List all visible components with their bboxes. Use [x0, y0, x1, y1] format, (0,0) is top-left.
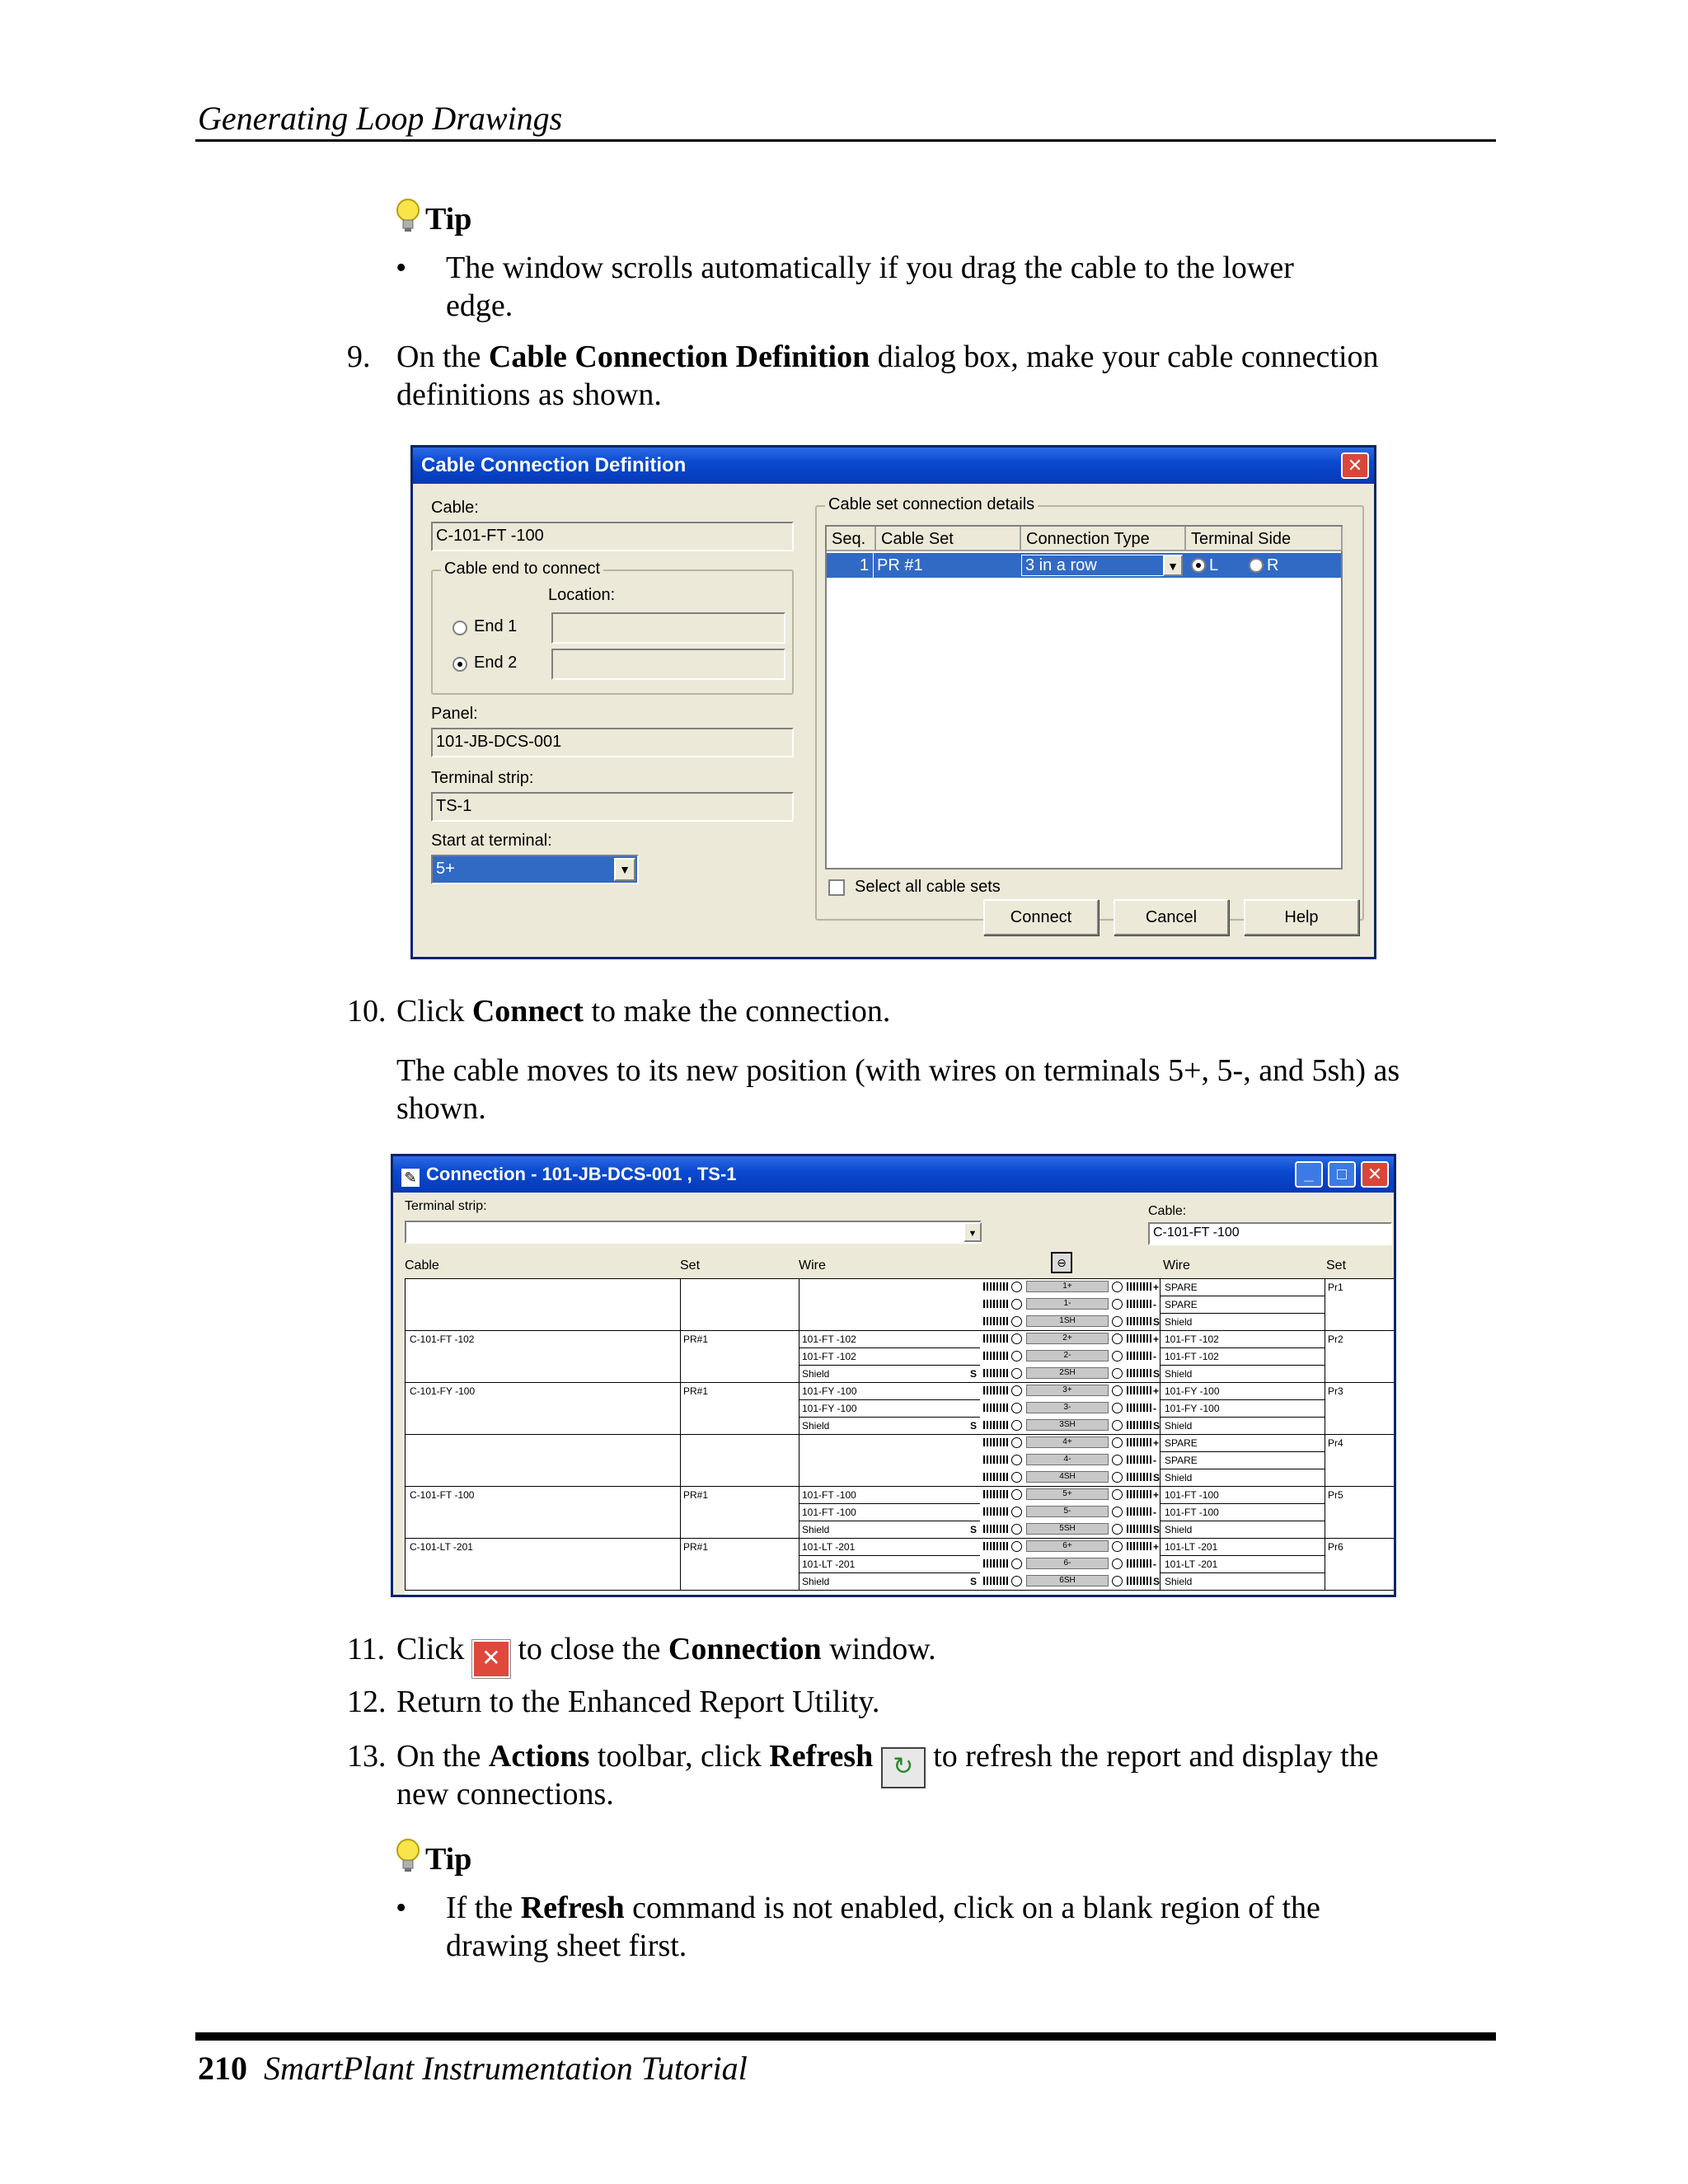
- right-set-label: Pr2: [1328, 1333, 1343, 1345]
- right-wire-cell: Shield: [1165, 1472, 1193, 1483]
- wire-cell: Shield: [802, 1524, 830, 1535]
- terminal-screw-icon: [1112, 1576, 1123, 1586]
- panel-label: Panel:: [431, 705, 478, 723]
- row-seq: 1: [860, 556, 870, 574]
- wire-pattern: [983, 1352, 1008, 1360]
- right-wire-cell: Shield: [1165, 1576, 1193, 1587]
- wire-pattern: [1127, 1438, 1151, 1446]
- wire-pattern: [983, 1490, 1008, 1498]
- connection-window: [391, 1154, 1396, 1597]
- terminal-screw-icon: [1112, 1368, 1123, 1379]
- wire-polarity: S: [1153, 1420, 1160, 1432]
- terminal-block: 1SH: [1026, 1315, 1109, 1327]
- terminal-screw-icon: [1011, 1403, 1022, 1413]
- wire-polarity: S: [1153, 1524, 1160, 1535]
- terminal-block: 2+: [1026, 1333, 1109, 1344]
- right-row-line: [1160, 1572, 1325, 1573]
- terminal-screw-icon: [1112, 1437, 1123, 1448]
- wire-pattern: [983, 1559, 1008, 1568]
- terminal-screw-icon: [1011, 1420, 1022, 1431]
- terminal-screw-icon: [1112, 1403, 1123, 1413]
- step-11: [347, 1630, 1501, 1671]
- wire-pattern: [983, 1386, 1008, 1394]
- terminal-screw-icon: [1112, 1524, 1123, 1535]
- col-wire: Wire: [799, 1258, 826, 1272]
- terminal-screw-icon: [1011, 1489, 1022, 1500]
- right-wire-cell: 101-FT -102: [1165, 1351, 1219, 1362]
- terminal-block: 4+: [1026, 1436, 1109, 1448]
- footer-rule: [195, 2032, 1496, 2041]
- tip-text-part: If the: [446, 1891, 521, 1925]
- col-cable-set: Cable Set: [876, 527, 1021, 551]
- wire-polarity: +: [1153, 1282, 1160, 1293]
- right-set-label: Pr6: [1328, 1541, 1343, 1553]
- details-group-label: Cable set connection details: [825, 495, 1038, 514]
- grid-block-line: [405, 1590, 1395, 1591]
- right-wire-cell: Shield: [1165, 1524, 1193, 1535]
- dialog-title: Cable Connection Definition: [421, 454, 687, 476]
- wire-pattern: [1127, 1455, 1151, 1464]
- shield-mark: S: [970, 1524, 978, 1535]
- terminal-screw-icon: [1112, 1282, 1123, 1292]
- step-text-part: Click: [396, 1632, 472, 1666]
- wire-row-line: [799, 1347, 980, 1348]
- terminal-screw-icon: [1011, 1385, 1022, 1396]
- cable-field: C-101-FT -100: [431, 522, 794, 551]
- set-cell: PR#1: [683, 1333, 709, 1345]
- row-cable-set: PR #1: [873, 553, 923, 578]
- wire-pattern: [983, 1317, 1008, 1325]
- tip-bullet-text: The window scrolls automatically if you drag the cable to the lower: [446, 251, 1294, 285]
- step-text: [396, 338, 1379, 376]
- wire-pattern: [983, 1421, 1008, 1429]
- running-header: Generating Loop Drawings: [198, 100, 563, 137]
- grid-block-line: [405, 1434, 1395, 1435]
- chevron-down-icon[interactable]: ▼: [614, 858, 635, 881]
- refresh-icon: ↻: [881, 1747, 926, 1788]
- right-set-label: Pr3: [1328, 1385, 1343, 1397]
- step-text-part: Click: [396, 994, 472, 1029]
- wire-pattern: [1127, 1577, 1151, 1585]
- bullet-dot: •: [396, 251, 407, 285]
- wire-cell: 101-FT -102: [802, 1351, 856, 1362]
- wire-pattern: [1127, 1404, 1151, 1412]
- panel-field: 101-JB-DCS-001: [431, 728, 794, 757]
- page-number: 210: [198, 2050, 247, 2087]
- right-wire-cell: 101-FT -100: [1165, 1489, 1219, 1501]
- shield-mark: S: [970, 1420, 978, 1432]
- terminal-strip-field: TS-1: [431, 792, 794, 822]
- wire-cell: 101-FY -100: [802, 1403, 857, 1414]
- wire-pattern: [1127, 1300, 1151, 1308]
- right-wire-cell: 101-FT -100: [1165, 1507, 1219, 1518]
- wire-cell: 101-LT -201: [802, 1558, 856, 1570]
- wire-polarity: +: [1153, 1385, 1160, 1397]
- step-text-part: On the: [396, 340, 489, 374]
- cable-cell: C-101-FT -102: [410, 1333, 475, 1345]
- terminal-block: 2SH: [1026, 1367, 1109, 1379]
- cable-set-list[interactable]: [825, 525, 1343, 869]
- wire-polarity: -: [1153, 1299, 1156, 1310]
- wire-pattern: [1127, 1386, 1151, 1394]
- wire-pattern: [1127, 1352, 1151, 1360]
- header-rule: [195, 139, 1496, 142]
- wire-polarity: -: [1153, 1558, 1156, 1570]
- cancel-button[interactable]: Cancel: [1114, 899, 1229, 935]
- right-row-line: [1160, 1555, 1325, 1556]
- cable-connection-dialog: [410, 445, 1376, 959]
- terminal-screw-icon: [1112, 1507, 1123, 1517]
- end2-location-field: [551, 649, 785, 680]
- wire-cell: 101-FT -100: [802, 1507, 856, 1518]
- wire-polarity: S: [1153, 1316, 1160, 1328]
- end2-radio[interactable]: [452, 657, 467, 672]
- terminal-block: 3SH: [1026, 1419, 1109, 1431]
- step-text: [396, 1630, 936, 1678]
- wire-polarity: S: [1153, 1472, 1160, 1483]
- wire-pattern: [1127, 1559, 1151, 1568]
- grid-block-line: [405, 1538, 1395, 1539]
- tip-heading: [394, 1838, 471, 1877]
- terminal-screw-icon: [1112, 1351, 1123, 1361]
- terminal-block: 2-: [1026, 1350, 1109, 1361]
- wire-polarity: -: [1153, 1507, 1156, 1518]
- terminal-screw-icon: [1112, 1299, 1123, 1310]
- terminal-screw-icon: [1011, 1524, 1022, 1535]
- lightbulb-icon: [394, 198, 422, 234]
- terminal-strip-select[interactable]: [405, 1221, 982, 1244]
- step-9: [347, 338, 1501, 420]
- step-text: [396, 992, 890, 1030]
- wire-polarity: -: [1153, 1455, 1156, 1466]
- terminal-block: 1-: [1026, 1298, 1109, 1310]
- side-l-radio[interactable]: [1191, 558, 1206, 573]
- right-wire-cell: Shield: [1165, 1420, 1193, 1432]
- toolbar-name: Actions: [488, 1739, 590, 1774]
- cable-cell: C-101-LT -201: [410, 1541, 473, 1553]
- help-button[interactable]: Help: [1244, 899, 1359, 935]
- bullet-dot: •: [396, 1891, 407, 1925]
- select-all-checkbox[interactable]: [828, 879, 845, 896]
- wire-pattern: [983, 1300, 1008, 1308]
- wire-pattern: [1127, 1317, 1151, 1325]
- wire-pattern: [983, 1473, 1008, 1481]
- start-terminal-label: Start at terminal:: [431, 832, 552, 850]
- terminal-strip-label: Terminal strip:: [431, 769, 534, 787]
- wire-pattern: [983, 1404, 1008, 1412]
- wire-cell: 101-FY -100: [802, 1385, 857, 1397]
- tip-bullet-text-cont: edge.: [446, 288, 513, 323]
- right-wire-cell: 101-FT -102: [1165, 1333, 1219, 1345]
- step-text-part: window.: [821, 1632, 936, 1666]
- close-icon[interactable]: ✕: [1361, 1161, 1389, 1188]
- terminal-screw-icon: [1112, 1455, 1123, 1465]
- wire-row-line: [799, 1365, 980, 1366]
- set-cell: PR#1: [683, 1541, 709, 1553]
- right-row-line: [1160, 1503, 1325, 1504]
- right-row-line: [1160, 1347, 1325, 1348]
- step-text-part: On the: [396, 1739, 489, 1774]
- wire-polarity: +: [1153, 1489, 1160, 1501]
- right-wire-cell: 101-LT -201: [1165, 1541, 1218, 1553]
- wire-pattern: [1127, 1525, 1151, 1533]
- terminal-screw-icon: [1112, 1489, 1123, 1500]
- terminal-screw-icon: [1011, 1437, 1022, 1448]
- terminal-screw-icon: [1112, 1333, 1123, 1344]
- terminal-screw-icon: [1112, 1541, 1123, 1552]
- col-set: Set: [680, 1258, 701, 1272]
- grid-block-line: [405, 1330, 1395, 1331]
- side-r-radio[interactable]: [1249, 558, 1264, 573]
- step-12: [347, 1683, 1501, 1724]
- right-row-line: [1160, 1451, 1325, 1452]
- col-seq: Seq.: [827, 527, 876, 551]
- step-13: [347, 1737, 1501, 1820]
- step-text-cont: definitions as shown.: [396, 377, 662, 412]
- right-row-line: [1160, 1313, 1325, 1314]
- right-wire-cell: 101-FY -100: [1165, 1385, 1220, 1397]
- terminal-screw-icon: [1112, 1385, 1123, 1396]
- col-wire-right: Wire: [1163, 1258, 1190, 1272]
- result-paragraph: The cable moves to its new position (with wires on terminals 5+, 5-, and 5sh) as: [396, 1053, 1400, 1088]
- right-row-line: [1160, 1417, 1325, 1418]
- wire-polarity: S: [1153, 1576, 1160, 1587]
- tip-heading: [394, 198, 471, 237]
- wire-polarity: -: [1153, 1403, 1156, 1414]
- terminal-screw-icon: [1112, 1558, 1123, 1569]
- wire-pattern: [983, 1542, 1008, 1550]
- wire-pattern: [983, 1455, 1008, 1464]
- wire-pattern: [1127, 1421, 1151, 1429]
- wire-pattern: [983, 1438, 1008, 1446]
- col-set-right: Set: [1326, 1258, 1347, 1272]
- location-label: Location:: [548, 586, 616, 604]
- terminal-screw-icon: [1011, 1455, 1022, 1465]
- minimize-icon[interactable]: _: [1295, 1161, 1323, 1188]
- shield-mark: S: [970, 1576, 978, 1587]
- step-text-part: toolbar, click: [589, 1739, 770, 1774]
- wire-cell: Shield: [802, 1576, 830, 1587]
- tip-label: Tip: [425, 202, 472, 237]
- terminal-block: 6SH: [1026, 1575, 1109, 1586]
- wire-polarity: S: [1153, 1368, 1160, 1380]
- wire-row-line: [799, 1572, 980, 1573]
- terminal-block: 5+: [1026, 1488, 1109, 1500]
- cable-label: Cable:: [431, 499, 479, 517]
- right-wire-cell: 101-LT -201: [1165, 1558, 1218, 1570]
- wire-pattern: [1127, 1334, 1151, 1343]
- row-connection-type[interactable]: 3 in a row: [1021, 555, 1183, 576]
- details-group: [815, 495, 1364, 921]
- terminal-screw-icon: [1011, 1507, 1022, 1517]
- dialog-titlebar: [413, 448, 1374, 484]
- terminal-block: 3+: [1026, 1385, 1109, 1396]
- step-number: 11.: [347, 1632, 386, 1666]
- step-text-part: to close the: [509, 1632, 668, 1666]
- wire-polarity: -: [1153, 1351, 1156, 1362]
- side-l-label: L: [1209, 556, 1219, 574]
- set-cell: PR#1: [683, 1385, 709, 1397]
- terminal-block: 6+: [1026, 1540, 1109, 1552]
- step-number: 12.: [347, 1685, 387, 1719]
- terminal-screw-icon: [1011, 1316, 1022, 1327]
- dialog-name: Cable Connection Definition: [488, 340, 870, 374]
- terminal-screw-icon: [1011, 1368, 1022, 1379]
- end1-location-field: [551, 612, 785, 644]
- ground-toggle-icon[interactable]: ⊖: [1051, 1252, 1072, 1273]
- wire-polarity: +: [1153, 1333, 1160, 1345]
- cable-cell: C-101-FT -100: [410, 1489, 475, 1501]
- col-terminal-side: Terminal Side: [1186, 527, 1343, 551]
- step-text-part: dialog box, make your cable connection: [870, 340, 1379, 374]
- book-title: SmartPlant Instrumentation Tutorial: [264, 2050, 748, 2087]
- wire-pattern: [983, 1577, 1008, 1585]
- cable-label: Cable:: [1148, 1204, 1187, 1218]
- step-number: 13.: [347, 1739, 387, 1774]
- terminal-screw-icon: [1112, 1472, 1123, 1483]
- step-text: Return to the Enhanced Report Utility.: [396, 1685, 880, 1719]
- right-row-line: [1160, 1365, 1325, 1366]
- terminal-block: 3-: [1026, 1402, 1109, 1413]
- close-icon: ✕: [472, 1640, 510, 1678]
- wire-pattern: [983, 1334, 1008, 1343]
- right-wire-cell: Shield: [1165, 1368, 1193, 1380]
- end1-label[interactable]: End 1: [474, 617, 518, 635]
- connect-button[interactable]: Connect: [983, 899, 1099, 935]
- terminal-screw-icon: [1011, 1282, 1022, 1292]
- wire-cell: 101-LT -201: [802, 1541, 856, 1553]
- step-10: [347, 992, 1501, 1033]
- wire-cell: Shield: [802, 1420, 830, 1432]
- side-r-label: R: [1267, 556, 1279, 574]
- right-set-label: Pr5: [1328, 1489, 1343, 1501]
- wire-pattern: [1127, 1507, 1151, 1516]
- start-terminal-select[interactable]: 5+: [431, 855, 639, 884]
- wire-cell: 101-FT -100: [802, 1489, 856, 1501]
- step-text-part: to refresh the report and display the: [925, 1739, 1379, 1774]
- footer: [198, 2049, 748, 2088]
- window-name: Connection: [668, 1632, 822, 1666]
- right-row-line: [1160, 1399, 1325, 1400]
- right-set-label: Pr4: [1328, 1437, 1343, 1449]
- wire-row-line: [799, 1417, 980, 1418]
- wire-pattern: [1127, 1369, 1151, 1377]
- wire-row-line: [799, 1555, 980, 1556]
- wire-pattern: [983, 1525, 1008, 1533]
- right-wire-cell: SPARE: [1165, 1437, 1198, 1449]
- wire-pattern: [1127, 1473, 1151, 1481]
- wire-pattern: [1127, 1282, 1151, 1291]
- terminal-screw-icon: [1112, 1420, 1123, 1431]
- cable-end-group: [431, 560, 794, 695]
- wire-pattern: [1127, 1542, 1151, 1550]
- maximize-icon[interactable]: □: [1328, 1161, 1356, 1188]
- wire-pattern: [983, 1282, 1008, 1291]
- step-number: 9.: [347, 340, 371, 374]
- grid-block-line: [405, 1382, 1395, 1383]
- pencil-icon: ✎: [401, 1169, 420, 1187]
- cable-cell: C-101-FY -100: [410, 1385, 476, 1397]
- right-set-label: Pr1: [1328, 1282, 1343, 1293]
- terminal-screw-icon: [1011, 1351, 1022, 1361]
- connection-body: [393, 1193, 1394, 1595]
- right-wire-cell: Shield: [1165, 1316, 1193, 1328]
- end2-label[interactable]: End 2: [474, 654, 518, 672]
- tip-label: Tip: [425, 1842, 472, 1877]
- terminal-screw-icon: [1112, 1316, 1123, 1327]
- wire-pattern: [983, 1369, 1008, 1377]
- step-number: 10.: [347, 994, 387, 1029]
- cable-field: C-101-FT -100: [1148, 1222, 1392, 1245]
- col-cable: Cable: [405, 1258, 439, 1272]
- terminal-screw-icon: [1011, 1333, 1022, 1344]
- wire-pattern: [1127, 1490, 1151, 1498]
- select-all-label[interactable]: Select all cable sets: [855, 878, 1001, 896]
- terminal-block: 5-: [1026, 1506, 1109, 1517]
- lightbulb-icon: [394, 1838, 422, 1874]
- command-name: Refresh: [769, 1739, 874, 1774]
- terminal-block: 5SH: [1026, 1523, 1109, 1535]
- result-paragraph-cont: shown.: [396, 1091, 486, 1126]
- right-wire-cell: 101-FY -100: [1165, 1403, 1220, 1414]
- end1-radio[interactable]: [452, 621, 467, 635]
- terminal-block: 4-: [1026, 1454, 1109, 1465]
- chevron-down-icon[interactable]: ▼: [964, 1222, 982, 1242]
- wire-cell: 101-FT -102: [802, 1333, 856, 1345]
- chevron-down-icon[interactable]: ▼: [1163, 555, 1183, 576]
- tip-bullet-text-cont: drawing sheet first.: [446, 1929, 687, 1963]
- connection-titlebar: [393, 1156, 1394, 1193]
- wire-row-line: [799, 1503, 980, 1504]
- cable-end-group-label: Cable end to connect: [441, 560, 603, 579]
- terminal-screw-icon: [1011, 1558, 1022, 1569]
- command-name: Refresh: [520, 1891, 625, 1925]
- connection-grid[interactable]: [405, 1278, 1395, 1596]
- set-cell: PR#1: [683, 1489, 709, 1501]
- terminal-block: 1+: [1026, 1281, 1109, 1292]
- cable-set-row[interactable]: [827, 553, 1341, 578]
- grid-block-line: [405, 1486, 1395, 1487]
- terminal-block: 4SH: [1026, 1471, 1109, 1483]
- terminal-screw-icon: [1011, 1576, 1022, 1586]
- terminal-screw-icon: [1011, 1299, 1022, 1310]
- col-connection-type: Connection Type: [1021, 527, 1186, 551]
- terminal-screw-icon: [1011, 1541, 1022, 1552]
- right-wire-cell: SPARE: [1165, 1282, 1198, 1293]
- close-icon[interactable]: ✕: [1341, 452, 1369, 479]
- button-name: Connect: [471, 994, 584, 1029]
- wire-row-line: [799, 1399, 980, 1400]
- wire-polarity: +: [1153, 1437, 1160, 1449]
- grid-block-line: [405, 1278, 1395, 1279]
- tip-text-part: command is not enabled, click on a blank region of the: [624, 1891, 1320, 1925]
- terminal-screw-icon: [1011, 1472, 1022, 1483]
- wire-cell: Shield: [802, 1368, 830, 1380]
- right-wire-cell: SPARE: [1165, 1299, 1198, 1310]
- terminal-block: 6-: [1026, 1558, 1109, 1569]
- tip-bullet-text: [446, 1889, 1320, 1927]
- terminal-strip-label: Terminal strip:: [405, 1199, 487, 1213]
- right-wire-cell: SPARE: [1165, 1455, 1198, 1466]
- step-text-part: to make the connection.: [583, 994, 891, 1029]
- wire-pattern: [983, 1507, 1008, 1516]
- connection-title: Connection - 101-JB-DCS-001 , TS-1: [426, 1164, 737, 1184]
- shield-mark: S: [970, 1368, 978, 1380]
- wire-polarity: +: [1153, 1541, 1160, 1553]
- step-text-cont: new connections.: [396, 1777, 614, 1811]
